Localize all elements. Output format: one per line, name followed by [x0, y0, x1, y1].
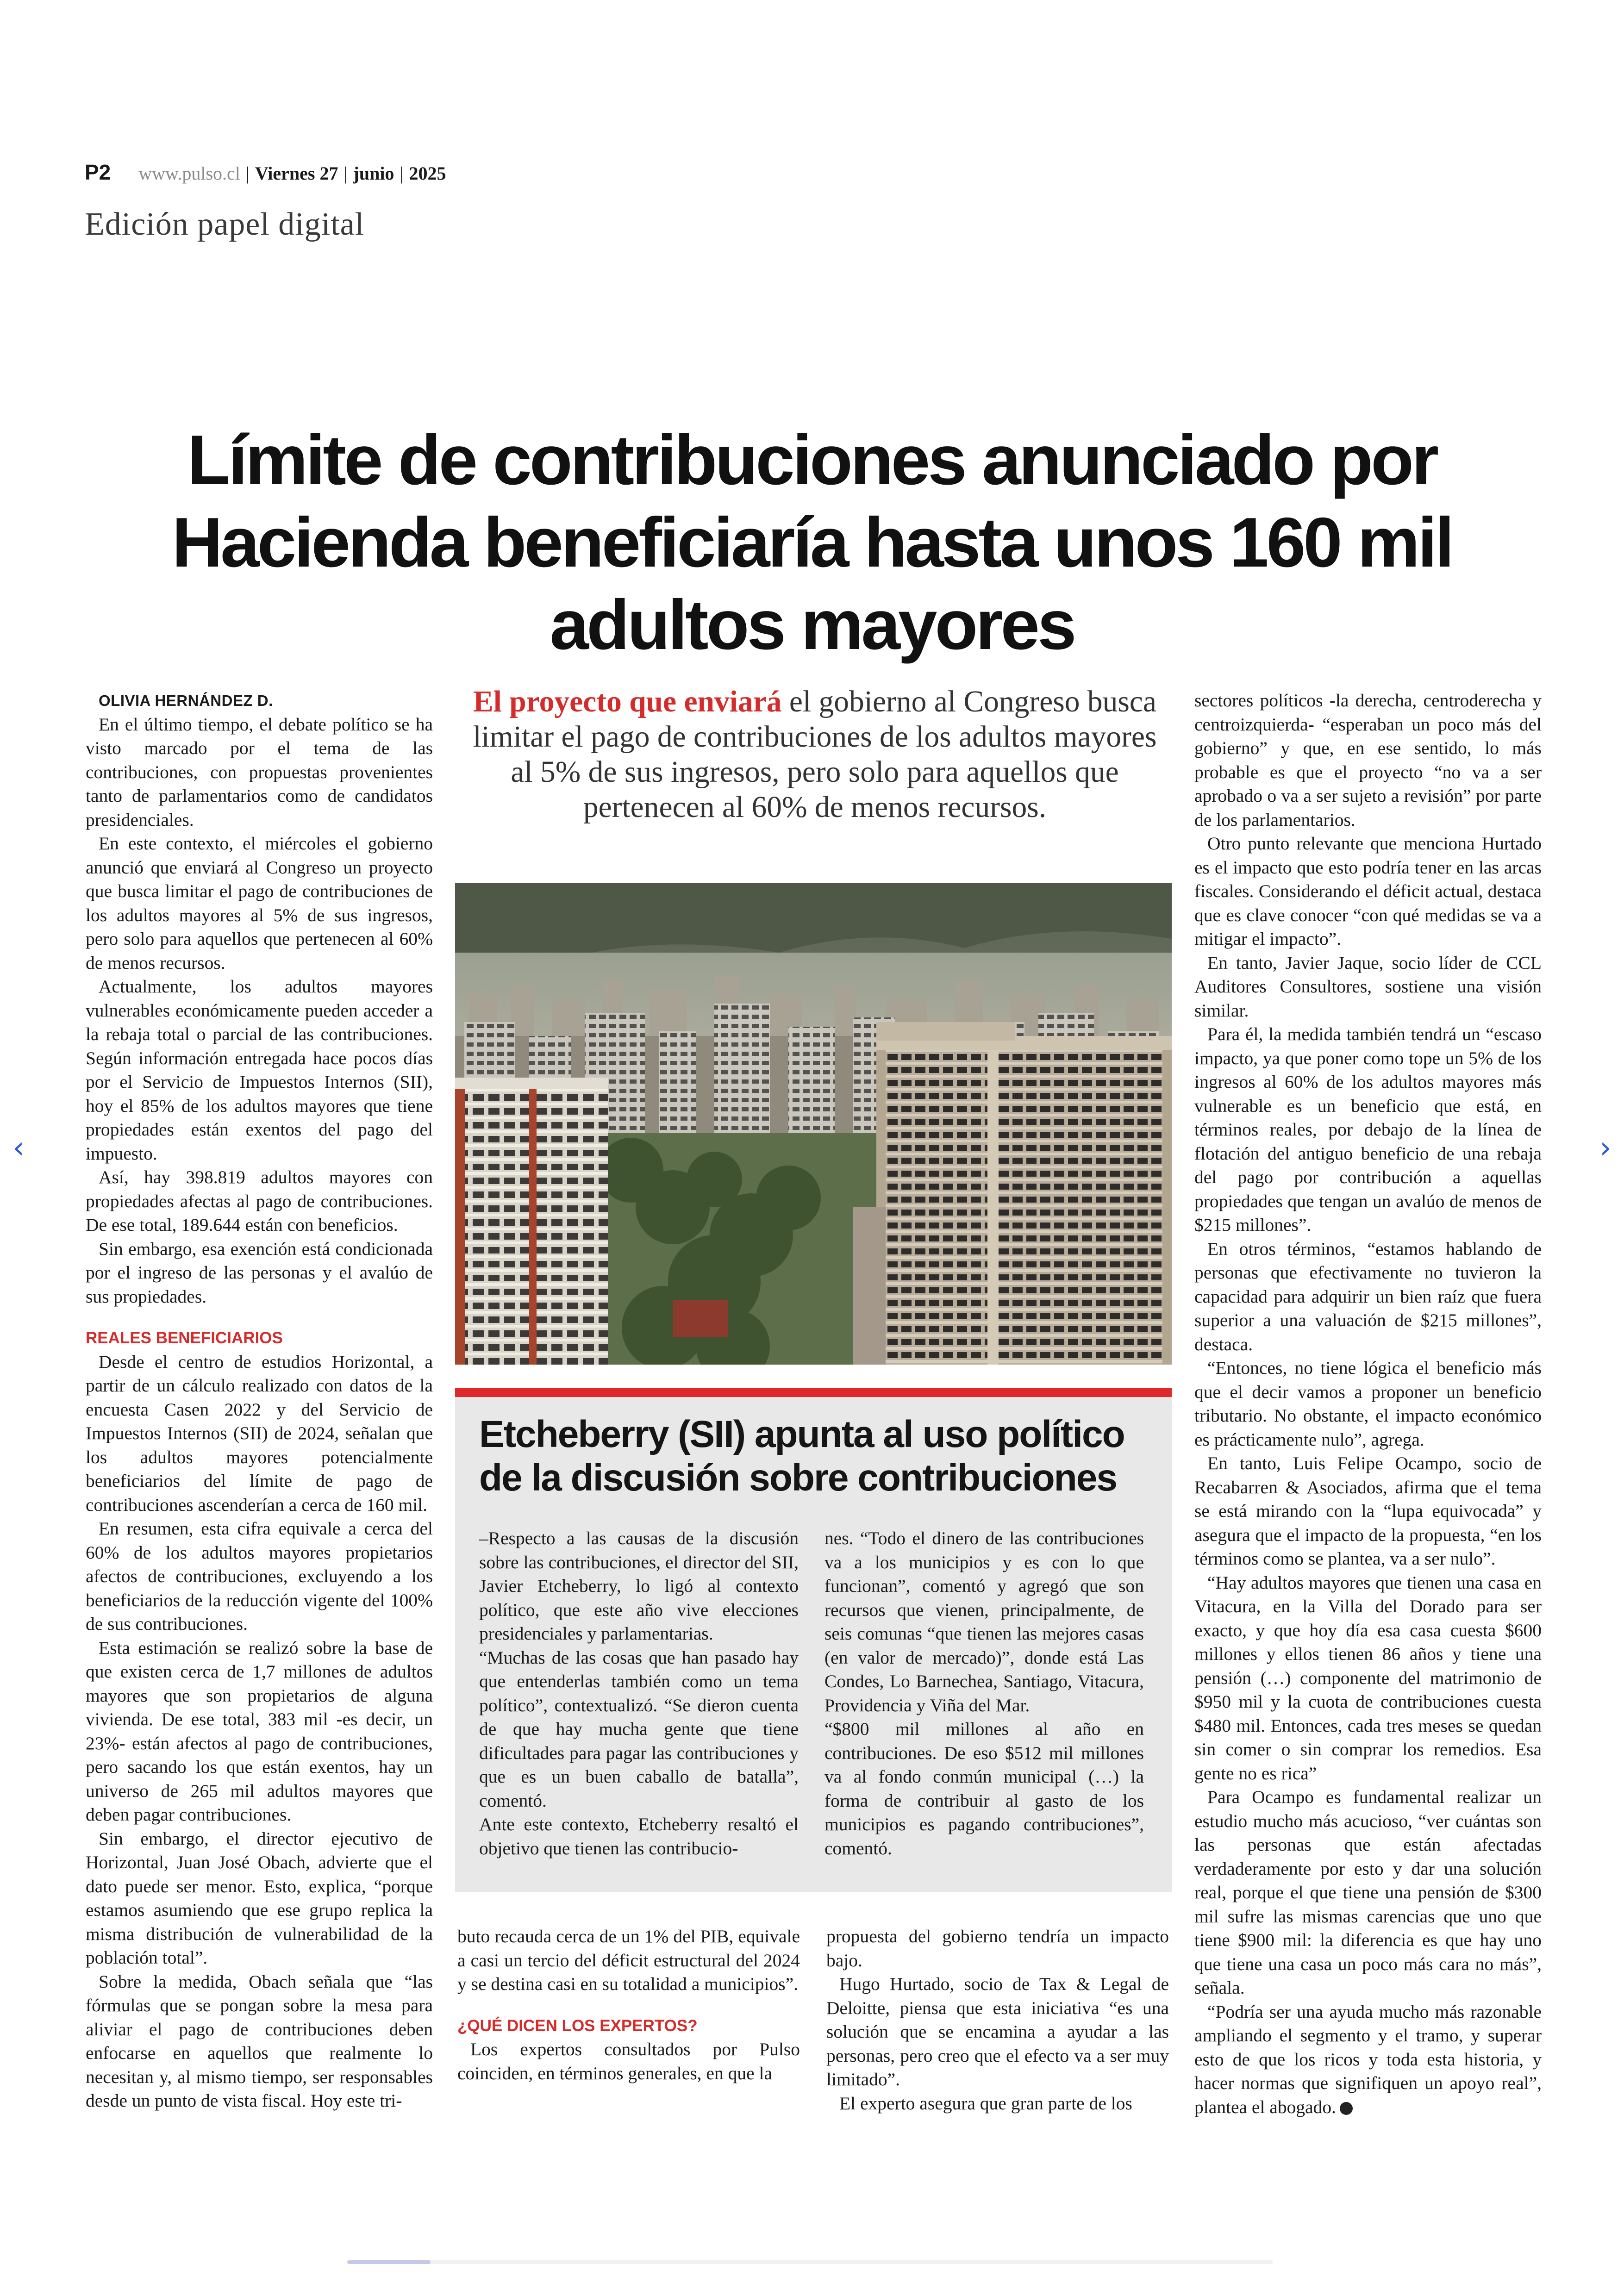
- sidebar-box: [455, 1388, 1172, 1892]
- byline: OLIVIA HERNÁNDEZ D.: [99, 692, 273, 709]
- paragraph: Actualmente, los adultos mayores vulnerables económicamente pueden acceder a la rebaja total o parcial de las contribuciones. Según información entregada hace pocos días por el Servicio de Impuestos Internos (SII), hoy el 85% de los adultos mayores que tiene propiedades están exentos del pago del impuesto.: [86, 976, 433, 1164]
- subhead-reales-beneficiarios: REALES BENEFICIARIOS: [86, 1329, 283, 1347]
- sidebar-red-rule: [455, 1388, 1172, 1397]
- paragraph: “Muchas de las cosas que han pasado hay que entenderlas también como un tema político”, contextualizó. “Se dieron cuenta de que hay mucha gente que tiene dificultades para pagar las contribuciones y que es un buen caballo de batalla”, comentó.: [479, 1647, 799, 1811]
- paragraph: En resumen, esta cifra equivale a cerca del 60% de los adultos mayores propietarios afectos de contribuciones, excluyendo a los beneficiarios de la reducción vigente del 100% de sus contribuciones.: [86, 1518, 433, 1634]
- article-photo: [455, 883, 1172, 1365]
- paragraph: Sin embargo, esa exención está condicionada por el ingreso de las personas y el avalúo de sus propiedades.: [86, 1238, 433, 1307]
- paragraph: “Hay adultos mayores que tienen una casa en Vitacura, en la Villa del Dorado para ser exacto, y que hoy día esa casa cuesta $600 millones y ellos tienen 86 años y tiene una pensión (…) componente del matrimonio de $950 mil y la cuota de contribuciones cuesta $480 mil. Entonces, cada tres meses se quedan sin comer o sin comprar los remedios. Esa gente no es rica”: [1194, 1572, 1542, 1784]
- paragraph: En este contexto, el miércoles el gobierno anunció que enviará al Congreso un proyecto que busca limitar el pago de contribuciones de los adultos mayores al 5% de sus ingresos, pero solo para aquellos que pertenecen al 60% de menos recursos.: [86, 833, 433, 973]
- paragraph: sectores políticos -la derecha, centroderecha y centroizquierda- “esperaban un poco más del gobierno” y que, en ese sentido, lo más probable es que el proyecto “no va a ser aprobado o va a ser sujeto a revisión” por parte de los parlamentarios.: [1194, 690, 1542, 830]
- paragraph: Hugo Hurtado, socio de Tax & Legal de Deloitte, piensa que esta iniciativa “es una solución que se encamina a ayudar a las personas, pero creo que el efecto va a ser muy limitado”.: [826, 1974, 1169, 2089]
- paragraph: Para Ocampo es fundamental realizar un estudio mucho más acucioso, “ver cuántas son las personas que están afectadas verdaderamente por esto y dar una solución real, porque el que tiene una pensión de $300 mil sufre las mismas carencias que uno que tiene $900 mil: la diferencia es que hay uno que tiene una casa un poco más cara no más”, señala.: [1194, 1787, 1542, 1998]
- sidebar-title: Etcheberry (SII) apunta al uso político de la discusión sobre contribuciones: [479, 1413, 1124, 1499]
- paragraph: Sobre la medida, Obach señala que “las fórmulas que se pongan sobre la mesa para aliviar el pago de contribuciones deben enfocarse en aquellos que realmente lo necesitan y, al mismo tiempo, ser responsables desde un punto de vista fiscal. Hoy este tri-: [86, 1971, 433, 2111]
- paragraph: Esta estimación se realizó sobre la base de que existen cerca de 1,7 millones de adultos mayores que son propietarios de alguna vivienda. De ese total, 383 mil -es decir, un 23%- están afectos al pago de contribuciones, pero sacando los que están exentos, hay un universo de 265 mil adultos mayores que deben pagar contribuciones.: [86, 1637, 433, 1825]
- paragraph: En otros términos, “estamos hablando de personas que efectivamente no tuvieron la capacidad para adquirir un bien raíz que fuera superior a una valuación de $215 millones”, destaca.: [1194, 1238, 1542, 1354]
- chevron-right-icon[interactable]: ›: [1599, 1131, 1612, 1165]
- end-mark-icon: [1340, 2102, 1353, 2115]
- paragraph: Así, hay 398.819 adultos mayores con propiedades afectas al pago de contribuciones. De ese total, 189.644 están con beneficios.: [86, 1167, 433, 1235]
- red-roof-house: [673, 1300, 728, 1337]
- paragraph: En tanto, Luis Felipe Ocampo, socio de Recabarren & Asociados, afirma que el tema se está mirando con la “lupa equivocada” y asegura que el impacto de la propuesta, “en los términos como se plantea, va a ser nulo”.: [1194, 1453, 1542, 1569]
- article-dek: [458, 684, 1171, 825]
- dek-lead: El proyecto que enviará: [473, 685, 782, 718]
- paragraph: buto recauda cerca de un 1% del PIB, equivale a casi un tercio del déficit estructural del 2024 y se destina casi en su totalidad a municipios”.: [457, 1926, 800, 1994]
- dek-text: el gobierno al Congreso busca limitar el pago de contribuciones de los adultos mayores al 5% de sus ingresos, pero solo para aquellos que pertenecen al 60% de menos recursos.: [473, 685, 1157, 824]
- masthead-day: Viernes 27: [255, 163, 338, 184]
- paragraph: Sin embargo, el director ejecutivo de Horizontal, Juan José Obach, advierte que el dato puede ser menor. Esto, explica, “porque estamos asumiendo que ese grupo replica la misma distribución de vulnerabilidad de la población total”.: [86, 1828, 433, 1968]
- page-scrollbar[interactable]: [347, 2260, 1273, 2264]
- masthead-month: junio: [353, 163, 394, 184]
- scrollbar-thumb[interactable]: [347, 2260, 431, 2264]
- paragraph: “$800 mil millones al año en contribuciones. De eso $512 mil millones va al fondo conmún municipal (…) la forma de contribuir al gasto de los municipios es pagando contribuciones”, comentó.: [824, 1719, 1144, 1858]
- article-column-2a: [457, 1925, 800, 2085]
- article-column-2b: [826, 1925, 1169, 2115]
- sidebar-column-b: [824, 1527, 1144, 1860]
- article-headline: Límite de contribuciones anunciado por Hacienda beneficiaría hasta unos 160 mil adultos mayores: [172, 421, 1452, 664]
- article-column-3: [1194, 689, 1542, 2119]
- paragraph-text: “Podría ser una ayuda mucho más razonable ampliando el segmento y el tramo, y superar esto de que los ricos y toda esta historia, y hacer normas que signifiquen un apoyo real”, plantea el abogado.: [1194, 2001, 1542, 2117]
- paragraph: –Respecto a las causas de la discusión sobre las contribuciones, el director del SII, Javier Etcheberry, lo ligó al contexto político, que este año vive elecciones presidenciales y parlamentarias.: [479, 1528, 799, 1644]
- article-column-1: [86, 689, 433, 2113]
- paragraph: El experto asegura que gran parte de los: [839, 2093, 1132, 2114]
- paragraph: nes. “Todo el dinero de las contribuciones va a los municipios y es con lo que funcionan”, comentó y agregó que son recursos que vienen, principalmente, de seis comunas “que tienen las mejores casas (en valor de mercado)”, donde está Las Condes, Lo Barnechea, Santiago, Vitacura, Providencia y Viña del Mar.: [824, 1528, 1144, 1715]
- masthead-year: 2025: [409, 163, 446, 184]
- paragraph: propuesta del gobierno tendría un impacto bajo.: [826, 1926, 1169, 1971]
- paragraph: Ante este contexto, Etcheberry resaltó el objetivo que tienen las contribucio-: [479, 1814, 799, 1858]
- edition-label: Edición papel digital: [85, 206, 365, 242]
- final-paragraph: [1194, 2000, 1542, 2120]
- paragraph: Para él, la medida también tendrá un “escaso impacto, ya que poner como tope un 5% de los ingresos al 60% de los adultos mayores más vulnerable es un beneficio que está, en términos reales, por debajo de la línea de flotación del antiguo beneficio de una rebaja del pago por contribución a aquellas propiedades que tengan un avalúo de menos de $215 millones”.: [1194, 1024, 1542, 1235]
- paragraph: En tanto, Javier Jaque, socio líder de CCL Auditores Consultores, sostiene una visión similar.: [1194, 952, 1542, 1021]
- page-number: P2: [85, 160, 111, 184]
- sidebar-column-a: [479, 1527, 799, 1860]
- city-skyline-illustration: [455, 883, 1172, 1365]
- subhead-que-dicen-expertos: ¿QUÉ DICEN LOS EXPERTOS?: [457, 2016, 698, 2035]
- chevron-left-icon[interactable]: ‹: [12, 1131, 25, 1165]
- paragraph: “Entonces, no tiene lógica el beneficio más que el decir vamos a proponer un beneficio tributario. No obstante, el impacto económico es prácticamente nulo”, agrega.: [1194, 1358, 1542, 1450]
- site-url: www.pulso.cl: [138, 163, 240, 184]
- paragraph: Desde el centro de estudios Horizontal, a partir de un cálculo realizado con datos de la encuesta Casen 2022 y del Servicio de Impuestos Internos (SII) de 2024, señalan que los adultos mayores potencialmente beneficiarios del límite de pago de contribuciones ascenderían a cerca de 160 mil.: [86, 1351, 433, 1515]
- paragraph: En el último tiempo, el debate político se ha visto marcado por el tema de las contribuciones, con propuestas provenientes tanto de parlamentarios como de candidatos presidenciales.: [86, 714, 433, 830]
- paragraph: Otro punto relevante que menciona Hurtado es el impacto que esto podría tener en las arcas fiscales. Considerando el déficit actual, destaca que es clave conocer “con qué medidas se va a mitigar el impacto”.: [1194, 833, 1542, 949]
- masthead: P2 www.pulso.cl | Viernes 27 | junio | 2025: [85, 160, 446, 184]
- paragraph: Los expertos consultados por Pulso coinciden, en términos generales, en que la: [457, 2039, 800, 2083]
